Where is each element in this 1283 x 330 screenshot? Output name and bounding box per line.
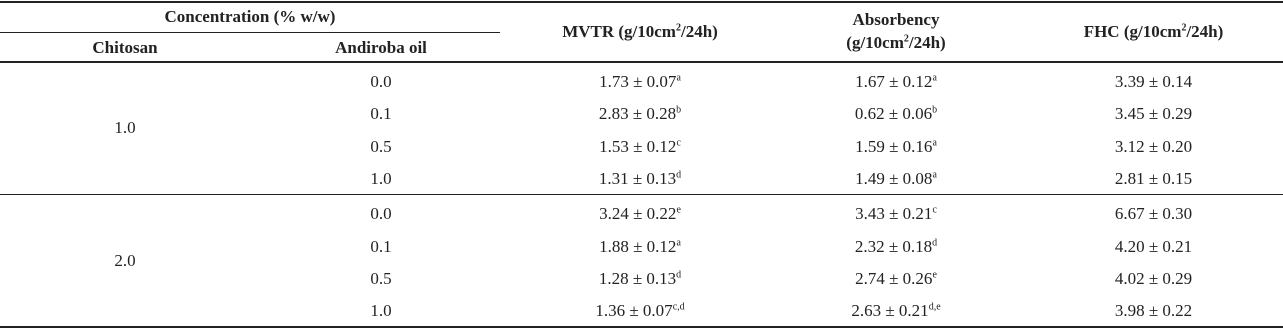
header-mvtr: MVTR $(g/10cm^2/24h)$ [562,22,718,41]
fhc-value: 4.20 ± 0.21 [1114,237,1193,256]
mvtr-value: 2.83 ± 0.28$^b$ [598,104,682,123]
mvtr-value: 3.24 ± 0.22$^e$ [599,204,681,223]
header-concentration: Concentration (% w/w) [164,7,336,26]
header-andiroba-oil: Andiroba oil [335,38,427,57]
header-fhc: FHC $(g/10cm^2/24h)$ [1083,22,1224,41]
oil-value: 0.1 [370,237,392,256]
absorbency-value: 1.67 ± 0.12$^a$ [855,72,937,91]
oil-value: 0.1 [370,104,392,123]
oil-value: 1.0 [370,169,392,188]
header-absorbency-unit: $(g/10cm^2/24h)$ [846,33,946,52]
bottom-rule [0,326,1283,328]
oil-value: 1.0 [370,301,392,320]
fhc-value: 3.39 ± 0.14 [1114,72,1193,91]
header-chitosan: Chitosan [92,38,158,57]
absorbency-value: 2.74 ± 0.26$^e$ [855,269,937,288]
fhc-value: 3.98 ± 0.22 [1114,301,1193,320]
top-rule [0,1,1283,3]
mvtr-value: 1.31 ± 0.13$^d$ [598,169,682,188]
header-bottom-rule [0,61,1283,63]
fhc-value: 3.45 ± 0.29 [1114,104,1193,123]
concentration-underline [0,32,500,33]
group-divider-rule [0,194,1283,195]
chitosan-value: 1.0 [114,118,136,137]
oil-value: 0.5 [370,269,392,288]
fhc-value: 2.81 ± 0.15 [1114,169,1193,188]
absorbency-value: 1.59 ± 0.16$^a$ [855,137,937,156]
mvtr-value: 1.73 ± 0.07$^a$ [599,72,681,91]
mvtr-value: 1.88 ± 0.12$^a$ [599,237,681,256]
fhc-value: 4.02 ± 0.29 [1114,269,1193,288]
fhc-value: 3.12 ± 0.20 [1114,137,1193,156]
fhc-value: 6.67 ± 0.30 [1114,204,1193,223]
absorbency-value: 2.32 ± 0.18$^d$ [854,237,938,256]
mvtr-value: $1.36 \pm 0.07^{c,d}$ [595,301,685,320]
absorbency-value: $2.63 \pm 0.21^{d,e}$ [851,301,941,320]
chitosan-value: 2.0 [114,251,136,270]
absorbency-value: 3.43 ± 0.21$^c$ [855,204,937,223]
absorbency-value: 0.62 ± 0.06$^b$ [854,104,938,123]
oil-value: 0.0 [370,204,392,223]
absorbency-value: 1.49 ± 0.08$^a$ [855,169,937,188]
oil-value: 0.0 [370,72,392,91]
oil-value: 0.5 [370,137,392,156]
mvtr-value: 1.28 ± 0.13$^d$ [598,269,682,288]
header-absorbency: Absorbency [852,10,940,29]
mvtr-value: 1.53 ± 0.12$^c$ [599,137,681,156]
